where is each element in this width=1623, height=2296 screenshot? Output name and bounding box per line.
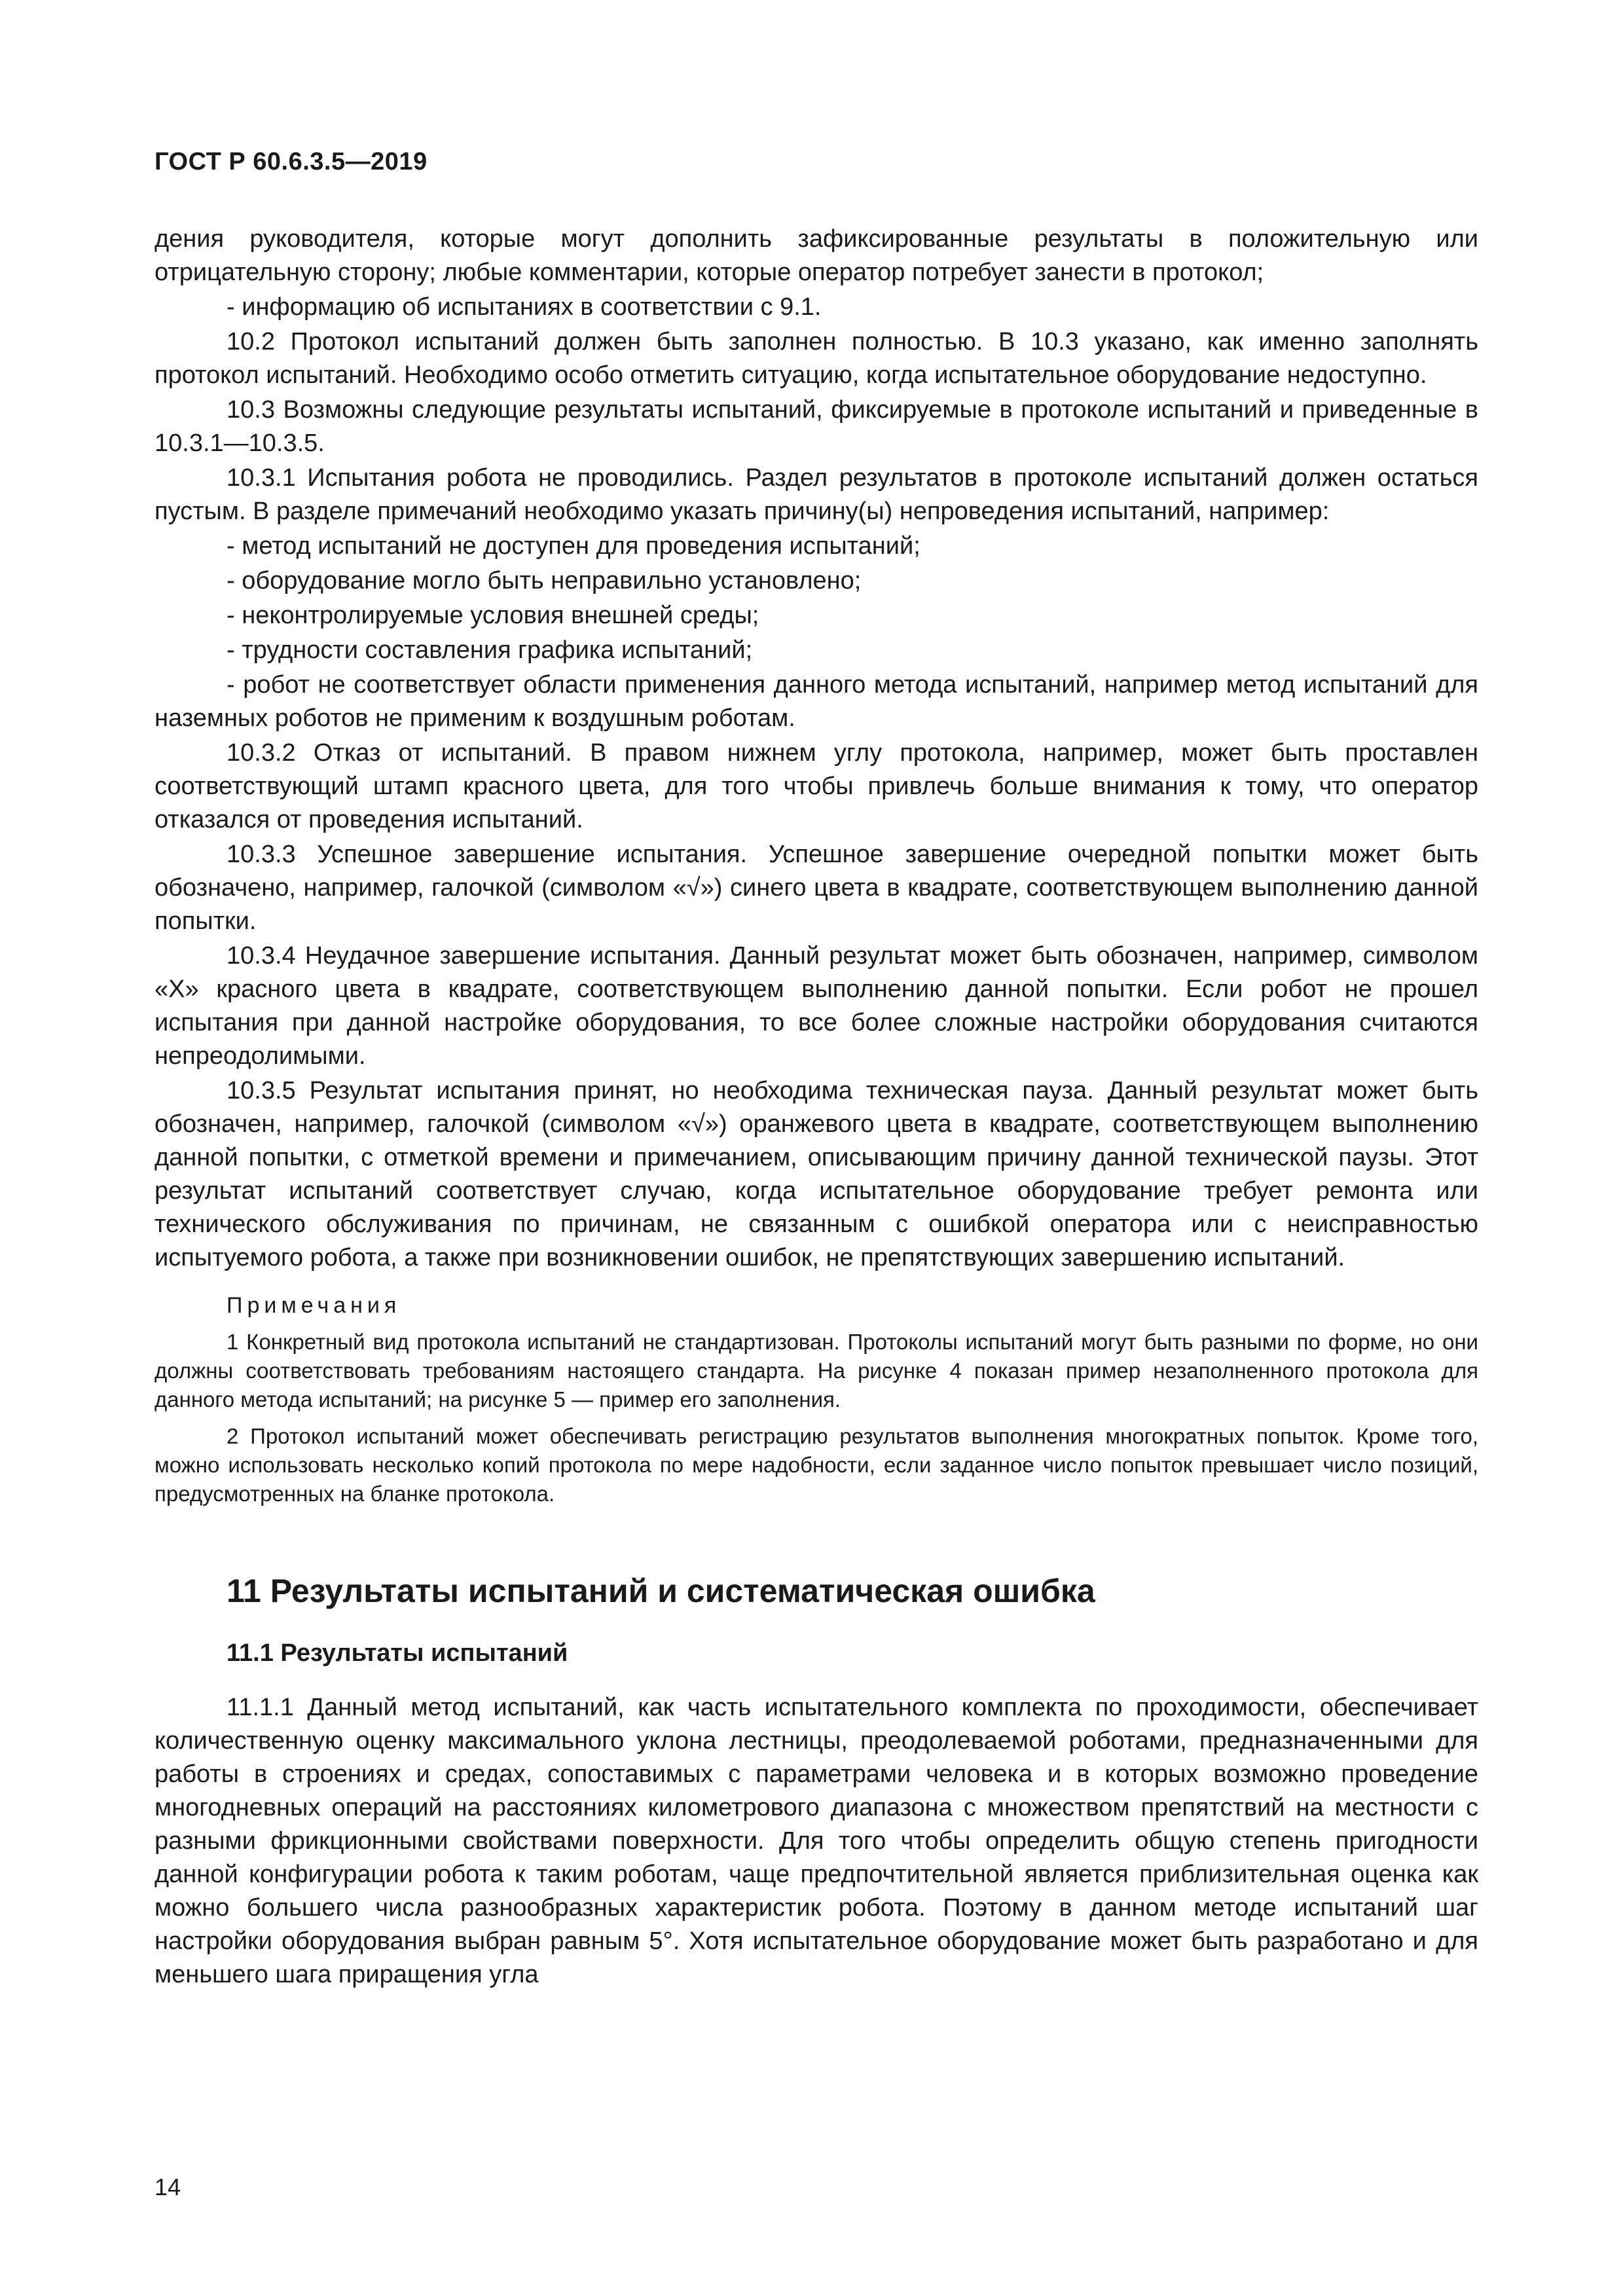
page-number: 14 <box>155 2174 181 2200</box>
paragraph-continuation: дения руководителя, которые могут дополнить зафиксированные результаты в положительную или отрицательную сторону; любые комментарии, которые оператор потребует занести в протокол; <box>155 225 1478 286</box>
bullet-item: - оборудование могло быть неправильно установлено; <box>227 567 862 594</box>
paragraph-10-3-4: 10.3.4 Неудачное завершение испытания. Данный результат может быть обозначен, например, символом «X» красного цвета в квадрате, соответствующем выполнению данной попытки. Если робот не прошел испытания при данной настройке оборудования, то все более сложные настройки оборудования считаются непреодолимыми. <box>155 942 1478 1070</box>
paragraph-10-3: 10.3 Возможны следующие результаты испытаний, фиксируемые в протоколе испытаний и приведенные в 10.3.1—10.3.5. <box>155 396 1478 457</box>
paragraph-10-2: 10.2 Протокол испытаний должен быть заполнен полностью. В 10.3 указано, как именно заполнять протокол испытаний. Необходимо особо отметить ситуацию, когда испытательное оборудование недоступно. <box>155 328 1478 389</box>
note-item: 2 Протокол испытаний может обеспечивать регистрацию результатов выполнения многократных попыток. Кроме того, можно использовать несколько копий протокола по мере надобности, если заданное число попыток превышает число позиций, предусмотренных на бланке протокола. <box>155 1424 1478 1506</box>
paragraph-10-3-3: 10.3.3 Успешное завершение испытания. Успешное завершение очередной попытки может быть обозначено, например, галочкой (символом «√») синего цвета в квадрате, соответствующем выполнению данной попытки. <box>155 841 1478 935</box>
paragraph-10-3-1: 10.3.1 Испытания робота не проводились. Раздел результатов в протоколе испытаний должен остаться пустым. В разделе примечаний необходимо указать причину(ы) непроведения испытаний, например: <box>155 464 1478 525</box>
document-id-header: ГОСТ Р 60.6.3.5—2019 <box>155 148 428 175</box>
bullet-item: - неконтролируемые условия внешней среды; <box>227 602 759 629</box>
section-11-title: 11 Результаты испытаний и систематическая ошибка <box>227 1573 1095 1609</box>
note-item: 1 Конкретный вид протокола испытаний не стандартизован. Протоколы испытаний могут быть разными по форме, но они должны соответствовать требованиям настоящего стандарта. На рисунке 4 показан пример незаполненного протокола для данного метода испытаний; на рисунке 5 — пример его заполнения. <box>155 1330 1478 1412</box>
paragraph-10-3-5: 10.3.5 Результат испытания принят, но необходима техническая пауза. Данный результат может быть обозначен, например, галочкой (символом «√») оранжевого цвета в квадрате, соответствующем выполнению данной попытки, с отметкой времени и примечанием, описывающим причину данной технической паузы. Этот результат испытаний соответствует случаю, когда испытательное оборудование требует ремонта или технического обслуживания по причинам, не связанным с ошибкой оператора или с неисправностью испытуемого робота, а также при возникновении ошибок, не препятствующих завершению испытаний. <box>155 1077 1478 1271</box>
bullet-info: - информацию об испытаниях в соответствии с 9.1. <box>227 293 822 321</box>
bullet-item: - трудности составления графика испытаний; <box>227 636 753 664</box>
document-body <box>155 223 1478 1993</box>
paragraph-10-3-2: 10.3.2 Отказ от испытаний. В правом нижнем углу протокола, например, может быть проставлен соответствующий штамп красного цвета, для того чтобы привлечь больше внимания к тому, что оператор отказался от проведения испытаний. <box>155 739 1478 833</box>
notes-heading: Примечания <box>227 1293 401 1318</box>
paragraph-11-1-1: 11.1.1 Данный метод испытаний, как часть испытательного комплекта по проходимости, обеспечивает количественную оценку максимального уклона лестницы, преодолеваемой роботами, предназначенными для работы в строениях и средах, сопоставимых с параметрами человека и в которых возможно проведение многодневных операций на расстояниях километрового диапазона с множеством препятствий на местности с разными фрикционными свойствами поверхности. Для того чтобы определить общую степень пригодности данной конфигурации робота к таким роботам, чаще предпочтительной является приблизительная оценка как можно большего числа разнообразных характеристик робота. Поэтому в данном методе испытаний шаг настройки оборудования выбран равным 5°. Хотя испытательное оборудование может быть разработано и для меньшего шага приращения угла <box>155 1694 1478 1988</box>
bullet-item: - робот не соответствует области применения данного метода испытаний, например метод испытаний для наземных роботов не применим к воздушным роботам. <box>155 671 1478 732</box>
bullet-item: - метод испытаний не доступен для проведения испытаний; <box>227 532 921 560</box>
subsection-11-1-title: 11.1 Результаты испытаний <box>227 1639 568 1667</box>
